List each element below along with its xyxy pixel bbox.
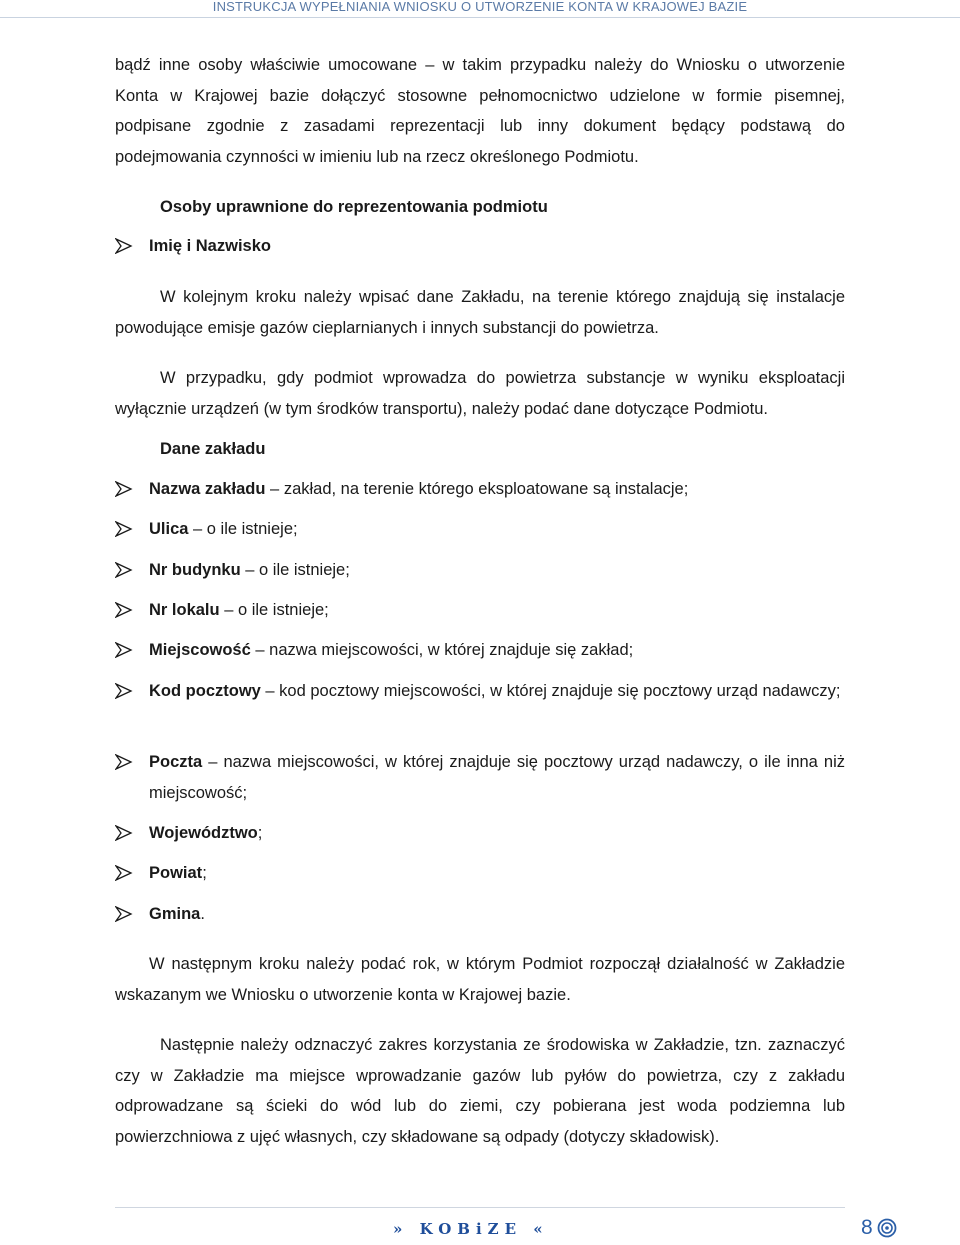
field-desc: – o ile istnieje; xyxy=(240,561,350,579)
header-divider xyxy=(0,17,960,18)
heading-dane: Dane zakładu xyxy=(160,440,266,458)
paragraph-intro: bądź inne osoby właściwie umocowane – w takim przypadku należy do Wniosku o utworzenie Konta w Krajowej bazie dołączyć stosowne pełnomocnictwo udzielone w formie pisemnej, podpisane zgodnie z zasadami reprezentacji lub inny dokument będący podstawą do podejmowania czynności w imieniu lub na rzecz określonego Podmiotu. xyxy=(115,56,845,166)
arrow-bullet-icon xyxy=(115,474,137,504)
arrow-bullet-icon xyxy=(115,899,137,929)
field-desc: – kod pocztowy miejscowości, w której znajduje się pocztowy urząd nadawczy; xyxy=(260,682,841,700)
arrow-bullet-icon xyxy=(115,231,137,261)
running-header: INSTRUKCJA WYPEŁNIANIA WNIOSKU O UTWORZENIE KONTA W KRAJOWEJ BAZIE xyxy=(212,0,748,14)
field-term: Województwo xyxy=(149,824,258,842)
list-item xyxy=(115,818,845,849)
field-term: Miejscowość xyxy=(149,641,251,659)
heading-osoby: Osoby uprawnione do reprezentowania podmiotu xyxy=(160,198,548,216)
bullet-imie: Imię i Nazwisko xyxy=(149,237,271,255)
field-term: Nr lokalu xyxy=(149,601,220,619)
list-item xyxy=(115,899,845,930)
arrow-bullet-icon xyxy=(115,676,137,706)
field-desc: – o ile istnieje; xyxy=(188,520,298,538)
spiral-icon xyxy=(877,1218,897,1238)
field-desc: – nazwa miejscowości, w której znajduje się pocztowy urząd nadawczy, o ile inna niż miejscowość; xyxy=(149,753,845,802)
list-item xyxy=(115,474,845,505)
footer-brand: » KOBiZE « xyxy=(393,1220,549,1238)
list-item xyxy=(115,676,845,707)
field-term: Kod pocztowy xyxy=(149,682,261,700)
paragraph-nastepnie: Następnie należy odznaczyć zakres korzystania ze środowiska w Zakładzie, tzn. zaznaczyć czy w Zakładzie ma miejsce wprowadzanie gazów lub pyłów do powietrza, czy z zakładu odprowadzane są ścieki do wód lub do ziemi, czy pobierana jest woda podziemna lub powierzchniowa z ujęć własnych, czy składowane są odpady (dotyczy składowisk). xyxy=(115,1036,845,1146)
field-desc: ; xyxy=(257,824,263,842)
arrow-bullet-icon xyxy=(115,555,137,585)
field-desc: – o ile istnieje; xyxy=(219,601,329,619)
list-item xyxy=(115,231,845,262)
arrow-bullet-icon xyxy=(115,858,137,888)
field-desc: ; xyxy=(202,864,207,882)
arrow-bullet-icon xyxy=(115,595,137,625)
page-number: 8 xyxy=(861,1216,873,1239)
paragraph-przypadku: W przypadku, gdy podmiot wprowadza do powietrza substancje w wyniku eksploatacji wyłącznie urządzeń (w tym środków transportu), należy podać dane dotyczące Podmiotu. xyxy=(115,369,845,418)
field-desc: . xyxy=(200,905,205,923)
arrow-bullet-icon xyxy=(115,818,137,848)
arrow-bullet-icon xyxy=(115,514,137,544)
arrow-bullet-icon xyxy=(115,747,137,777)
list-item xyxy=(115,514,845,545)
arrow-bullet-icon xyxy=(115,635,137,665)
paragraph-kolejnym: W kolejnym kroku należy wpisać dane Zakładu, na terenie którego znajdują się instalacje powodujące emisje gazów cieplarnianych i innych substancji do powietrza. xyxy=(115,288,845,337)
field-term: Gmina xyxy=(149,905,201,923)
field-term: Ulica xyxy=(149,520,189,538)
field-desc: – zakład, na terenie którego eksploatowane są instalacje; xyxy=(265,480,689,498)
list-item xyxy=(115,595,845,626)
field-term: Powiat xyxy=(149,864,203,882)
field-term: Nr budynku xyxy=(149,561,241,579)
list-item xyxy=(115,747,845,808)
field-term: Poczta xyxy=(149,753,203,771)
field-desc: – nazwa miejscowości, w której znajduje się zakład; xyxy=(250,641,634,659)
footer-divider xyxy=(115,1207,845,1208)
list-item xyxy=(115,555,845,586)
list-item xyxy=(115,635,845,666)
list-item xyxy=(115,858,845,889)
field-term: Nazwa zakładu xyxy=(149,480,266,498)
paragraph-nastepnym: W następnym kroku należy podać rok, w którym Podmiot rozpoczął działalność w Zakładzie wskazanym we Wniosku o utworzenie konta w Krajowej bazie. xyxy=(115,955,845,1004)
